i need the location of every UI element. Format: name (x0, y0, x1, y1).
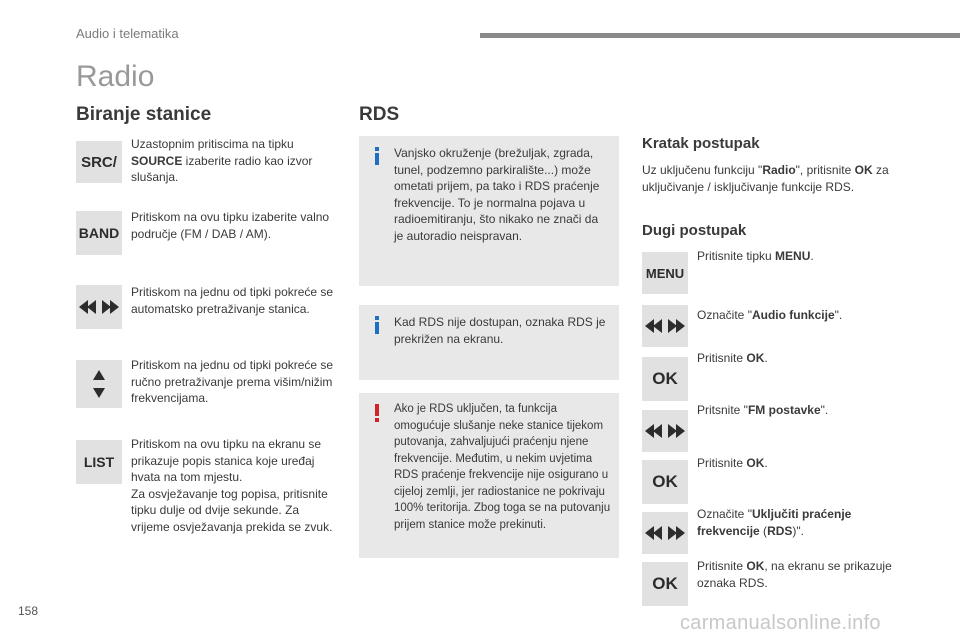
short-pre: Uz uključenu funkciju " (642, 163, 763, 177)
step-5-bold: OK (746, 456, 765, 470)
band-key-label: BAND (78, 225, 120, 241)
step-4-text (697, 402, 907, 419)
ok-key-label: OK (652, 574, 678, 593)
list-text-2: Za osvježavanje tog popisa, pritisnite tipku dulje od dvije sekunde. Za vrijeme osvježavanja prekida se zvuk. (131, 486, 333, 534)
step-5-pre: Pritisnite (697, 456, 747, 470)
rds-warning-text: Ako je RDS uključen, ta funkcija omogućuje slušanje neke stanice tijekom putovanja, zahvaljujući praćenju njene frekvencije. Međutim, u nekim uvjetima RDS praćenje frekvencije nije osigurano u cijeloj zemlji, jer radiostanice ne pokrivaju 100% teritorija. Zbog toga se na putovanju prijem stanice može prekinuti. (394, 403, 611, 531)
step-2-bold: Audio funkcije (751, 308, 835, 322)
ok-key-2 (642, 460, 688, 504)
seek-arrows-icon (645, 423, 685, 439)
list-key (76, 440, 122, 484)
short-text (642, 162, 910, 195)
page-number: 158 (18, 604, 39, 618)
short-mid: ", pritisnite (795, 163, 855, 177)
warning-icon (372, 404, 382, 422)
step-4-post: ". (820, 403, 829, 417)
info-icon (372, 316, 382, 334)
src-description (131, 136, 331, 186)
updown-key (76, 360, 122, 408)
seek-arrows-icon (645, 318, 685, 334)
step-1-bold: MENU (775, 249, 811, 263)
step-6-post: )". (792, 523, 804, 538)
arrows-key-1 (642, 305, 688, 347)
step-7-bold: OK (746, 559, 765, 573)
ok-key-3 (642, 562, 688, 606)
ok-key-label: OK (652, 472, 678, 491)
step-2-pre: Označite " (697, 308, 752, 322)
step-6-mid: ( (759, 523, 768, 538)
step-4-pre: Pritsnite " (697, 403, 748, 417)
arrows-key-2 (642, 410, 688, 452)
list-key-label: LIST (83, 454, 115, 470)
step-2-post: ". (834, 308, 843, 322)
step-1-pre: Pritisnite tipku (697, 249, 776, 263)
down-arrow-icon (93, 388, 105, 398)
step-6-text (697, 506, 897, 539)
seek-key (76, 285, 122, 329)
step-5-text (697, 455, 907, 472)
section-header: Audio i telematika (76, 26, 179, 41)
src-key (76, 141, 122, 183)
left-heading: Biranje stanice (76, 104, 212, 125)
step-3-bold: OK (746, 351, 765, 365)
rds-info-note-2 (359, 305, 619, 380)
src-text-pre: Uzastopnim pritiscima na tipku (131, 137, 294, 151)
short-post: za uključivanje / isključivanje funkcije RDS. (642, 163, 889, 194)
long-heading: Dugi postupak (642, 222, 747, 239)
rds-note-1-text: Vanjsko okruženje (brežuljak, zgrada, tunel, podzemno parkiralište...) može ometati prijem, pa tako i RDS praćenje frekvencije. To je normalna pojava u radioemitiranju, što nikako ne znači da je autoradio neispravan. (394, 146, 600, 243)
step-2-text (697, 307, 907, 324)
step-1-text (697, 248, 907, 265)
step-1-post: . (810, 249, 814, 263)
rds-warning-note (359, 393, 619, 558)
src-text-post: izaberite radio kao izvor slušanja. (131, 153, 313, 184)
up-arrow-icon (93, 370, 105, 380)
ok-key-label: OK (652, 369, 678, 388)
list-text-1: Pritiskom na ovu tipku na ekranu se prikazuje popis stanica koje uređaj hvata na tom mjestu. (131, 437, 322, 484)
ok-key-1 (642, 357, 688, 401)
seek-description: Pritiskom na jednu od tipki pokreće se automatsko pretraživanje stanica. (131, 285, 334, 316)
list-description (131, 436, 341, 535)
rds-heading: RDS (359, 104, 400, 125)
src-key-label: SRC/ (81, 153, 117, 171)
menu-key (642, 252, 688, 294)
step-3-text (697, 350, 907, 367)
arrows-key-3 (642, 512, 688, 554)
step-6-bold-2: RDS (767, 523, 793, 538)
src-text-bold: SOURCE (131, 153, 183, 168)
header-bar (480, 33, 960, 38)
step-7-pre: Pritisnite (697, 559, 747, 573)
rds-note-2-text: Kad RDS nije dostupan, oznaka RDS je prekrižen na ekranu. (394, 315, 606, 346)
step-6-bold: Uključiti praćenje frekvencije (697, 507, 852, 538)
seek-arrows-icon (645, 525, 685, 541)
step-6-pre: Označite " (697, 507, 752, 521)
updown-description: Pritiskom na jednu od tipki pokreće se ručno pretraživanje prema višim/nižim frekvencijama. (131, 358, 334, 405)
seek-arrows-icon (79, 299, 119, 315)
short-bold-ok: OK (854, 163, 873, 177)
step-4-bold: FM postavke (747, 403, 821, 417)
menu-key-label: MENU (645, 265, 685, 281)
watermark: carmanualsonline.info (680, 612, 881, 634)
step-5-post: . (764, 456, 768, 470)
page-title: Radio (76, 60, 155, 93)
rds-info-note-1 (359, 136, 619, 286)
step-7-text (697, 558, 907, 591)
step-7-post: , na ekranu se prikazuje oznaka RDS. (697, 559, 892, 590)
step-3-pre: Pritisnite (697, 351, 747, 365)
step-3-post: . (764, 351, 768, 365)
band-key (76, 211, 122, 255)
short-heading: Kratak postupak (642, 135, 760, 152)
band-description: Pritiskom na ovu tipku izaberite valno područje (FM / DAB / AM). (131, 210, 330, 241)
short-bold-radio: Radio (762, 163, 796, 177)
info-icon (372, 147, 382, 165)
